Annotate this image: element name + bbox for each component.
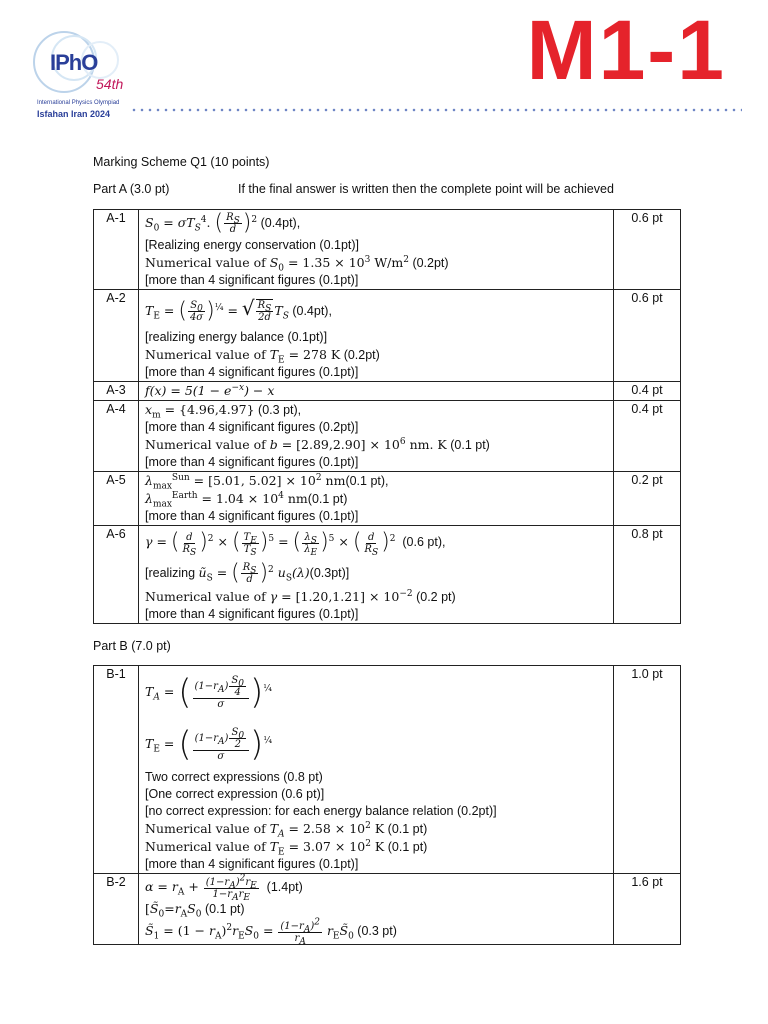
row-points: 0.4 pt <box>614 401 681 472</box>
table-row <box>94 526 681 623</box>
ipho-logo <box>30 28 142 120</box>
row-criteria: $f(x) = 5(1 - e^{-x}) - x$ <box>139 382 614 401</box>
logo-text: IPhO <box>50 50 98 75</box>
table-row <box>94 874 681 945</box>
row-points: 0.8 pt <box>614 526 681 623</box>
dotted-divider <box>130 108 742 112</box>
row-id: A-5 <box>94 472 139 526</box>
part-a-table <box>93 209 681 624</box>
row-points: 0.4 pt <box>614 382 681 401</box>
row-criteria: $\alpha = r_A$ + $\frac{(1-r_A)^2r_E}{1-r_Ar_E}$ (1.4pt) [$S̃_0=r_AS_0$ (0.1 pt) $S̃_1 = (1 - r_A)^2r_ES_0$ = $\frac{(1-r_A)^2}{r_A}$ $r_ES̃_0$ (0.3 pt) <box>139 874 614 945</box>
doc-title: Marking Scheme Q1 (10 points) <box>93 155 270 169</box>
row-criteria: $S_0 = \sigma T_S^4$. ( $\frac{R_S}{d}$ )$^2$ (0.4pt), [Realizing energy conservation (0.1pt)] Numerical value of $S_0 = 1.35 \times 10^3$ $W/m^2$ (0.2pt) [more than 4 significant figures (0.1pt)] <box>139 210 614 290</box>
row-criteria: $T_E$ = ( $\frac{S_0}{4\sigma}$ )$^{\frac{1}{4}}$ = √ $\frac{R_S}{2d}$ $T_S$ (0.4pt), [realizing energy balance (0.1pt)] Numerical value of $T_E = 278$ K (0.2pt) [more than 4 significant figures (0.1pt)] <box>139 289 614 382</box>
table-row <box>94 382 681 401</box>
row-criteria: γ = ( $\frac{d}{R_S}$ )$^2$ × ( $\frac{T_E}{T_S}$ )$^5$ = ( $\frac{\lambda_S}{\lambda_E}$ )$^5$ × ( $\frac{d}{R_S}$ )$^2$ (0.6 pt), [realizing $ũ_S$ = ( $\frac{R_S}{d}$ )$^2$ $u_S(\lambda)(0.3pt)$] Numerical value of $\gamma = [1.20,1.21] \times 10^{-2}$ (0.2 pt) [more than 4 significant figures (0.1pt)] <box>139 526 614 623</box>
row-id: A-1 <box>94 210 139 290</box>
row-points: 1.6 pt <box>614 874 681 945</box>
row-points: 1.0 pt <box>614 666 681 874</box>
table-row <box>94 401 681 472</box>
table-row <box>94 289 681 382</box>
table-row <box>94 210 681 290</box>
row-id: A-3 <box>94 382 139 401</box>
formula-line: $T_E$ = ( $\frac{S_0}{4\sigma}$ )$^{\frac{1}{4}}$ = √ $\frac{R_S}{2d}$ $T_S$ (0.4pt), <box>145 295 332 324</box>
logo-city: Isfahan Iran 2024 <box>37 109 111 119</box>
row-points: 0.6 pt <box>614 210 681 290</box>
row-id: B-2 <box>94 874 139 945</box>
row-criteria: $x_m = \{4.96,4.97\}$ (0.3 pt), [more than 4 significant figures (0.2pt)] Numerical value of $b = [2.89,2.90] \times 10^6$ nm. K (0.1 pt) [more than 4 significant figures (0.1pt)] <box>139 401 614 472</box>
table-row <box>94 472 681 526</box>
part-b-title: Part B (7.0 pt) <box>93 639 171 653</box>
logo-olympiad-label: International Physics Olympiad <box>37 100 120 106</box>
row-id: A-2 <box>94 289 139 382</box>
part-b-table <box>93 665 681 945</box>
row-id: A-4 <box>94 401 139 472</box>
formula-line: γ = ( $\frac{d}{R_S}$ )$^2$ × ( $\frac{T_E}{T_S}$ )$^5$ = ( $\frac{\lambda_S}{\lambda_E}$ )$^5$ × ( $\frac{d}{R_S}$ )$^2$ (0.6 pt), <box>145 530 446 558</box>
row-points: 0.2 pt <box>614 472 681 526</box>
formula-line: $S̃_1 = (1 - r_A)^2r_ES_0$ = $\frac{(1-r_A)^2}{r_A}$ $r_ES̃_0$ (0.3 pt) <box>145 917 397 947</box>
logo-edition: 54th <box>96 76 124 92</box>
row-id: B-1 <box>94 666 139 874</box>
formula-line: $\alpha = r_A$ + $\frac{(1-r_A)^2r_E}{1-r_Ar_E}$ (1.4pt) <box>145 873 303 903</box>
formula-line: $T_E$ = ( $(1-r_A)$ $\frac{S_0}{2}$ σ )$^{\frac{1}{4}}$ <box>145 724 273 765</box>
row-criteria: $T_A$ = ( $(1-r_A)$ $\frac{S_0}{4}$ σ )$^{\frac{1}{4}}$ $T_E$ = ( $(1-r_A)$ $\frac{S_0}{2}$ σ )$^{\frac{1}{4}}$ Two correct expressions (0.8 pt) [One correct expression (0.6 pt)] [no correct expression: for each energy balance relation (0.2pt)] Numerical value of $T_A = 2.58 \times 10^2$ K (0.1 pt) Numerical value of $T_E = 3.07 \times 10^2$ K (0.1 pt) [more than 4 significant figures (0.1pt)] <box>139 666 614 874</box>
table-row <box>94 666 681 874</box>
part-a-title: Part A (3.0 pt) <box>93 182 170 196</box>
formula-line: $T_A$ = ( $(1-r_A)$ $\frac{S_0}{4}$ σ )$^{\frac{1}{4}}$ <box>145 672 272 713</box>
part-a-note: If the final answer is written then the complete point will be achieved <box>238 182 614 196</box>
row-id: A-6 <box>94 526 139 623</box>
row-points: 0.6 pt <box>614 289 681 382</box>
formula-line: $S_0 = \sigma T_S^4$. ( $\frac{R_S}{d}$ )$^2$ (0.4pt), <box>145 210 301 236</box>
row-criteria: $\lambda_{max}^{Sun} = [5.01$, $5.02] \times 10^2$ nm(0.1 pt), $\lambda_{max}^{Earth} = 1.04 \times 10^4$ nm(0.1 pt) [more than 4 significant figures (0.1pt)] <box>139 472 614 526</box>
page-code: M1-1 <box>526 3 726 97</box>
